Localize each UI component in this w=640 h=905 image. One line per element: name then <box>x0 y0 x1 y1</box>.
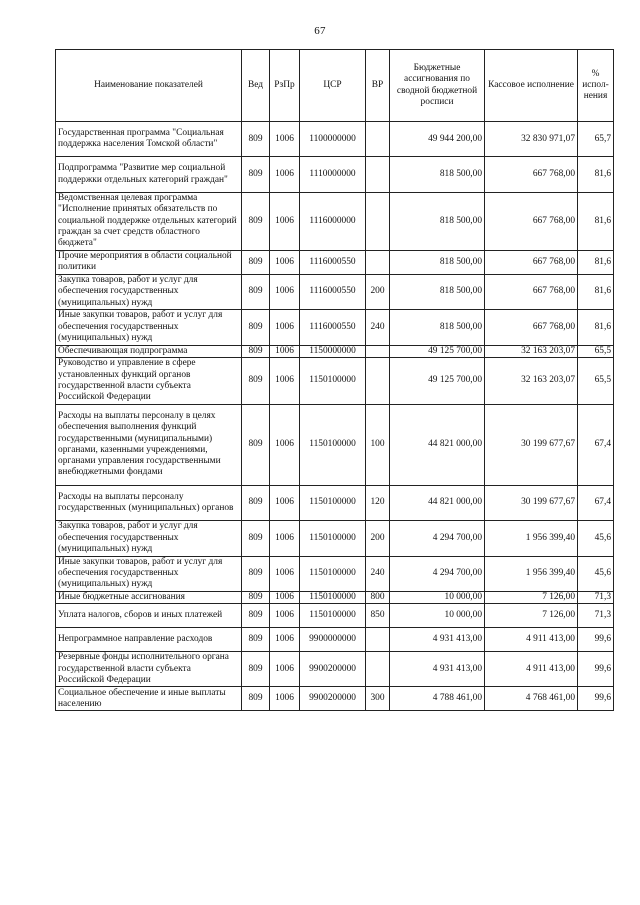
cell-ved: 809 <box>242 591 270 603</box>
cell-rzpr: 1006 <box>270 345 300 357</box>
cell-ved: 809 <box>242 157 270 192</box>
cell-cash: 32 163 203,07 <box>485 345 578 357</box>
cell-name: Уплата налогов, сборов и иных платежей <box>56 604 242 628</box>
cell-budget: 4 931 413,00 <box>390 628 485 652</box>
cell-name: Иные закупки товаров, работ и услуг для обеспечения государственных (муниципальных) нужд <box>56 556 242 591</box>
cell-vr: 200 <box>366 521 390 556</box>
cell-rzpr: 1006 <box>270 310 300 345</box>
cell-name: Резервные фонды исполнительного органа государственной власти субъекта Российской Федерации <box>56 652 242 687</box>
cell-budget: 818 500,00 <box>390 310 485 345</box>
cell-rzpr: 1006 <box>270 157 300 192</box>
cell-ved: 809 <box>242 345 270 357</box>
cell-budget: 4 788 461,00 <box>390 687 485 711</box>
cell-percent: 45,6 <box>578 556 614 591</box>
cell-budget: 818 500,00 <box>390 157 485 192</box>
cell-budget: 4 294 700,00 <box>390 521 485 556</box>
cell-rzpr: 1006 <box>270 556 300 591</box>
cell-csr: 1100000000 <box>300 122 366 157</box>
cell-budget: 49 125 700,00 <box>390 345 485 357</box>
cell-rzpr: 1006 <box>270 521 300 556</box>
cell-budget: 10 000,00 <box>390 604 485 628</box>
cell-ved: 809 <box>242 556 270 591</box>
cell-rzpr: 1006 <box>270 485 300 520</box>
cell-rzpr: 1006 <box>270 687 300 711</box>
cell-budget: 10 000,00 <box>390 591 485 603</box>
cell-vr: 240 <box>366 556 390 591</box>
cell-vr: 120 <box>366 485 390 520</box>
cell-cash: 30 199 677,67 <box>485 485 578 520</box>
header-csr: ЦСР <box>300 50 366 122</box>
cell-csr: 1150100000 <box>300 591 366 603</box>
cell-name: Социальное обеспечение и иные выплаты населению <box>56 687 242 711</box>
cell-percent: 81,6 <box>578 274 614 309</box>
table-row <box>56 345 614 357</box>
cell-cash: 7 126,00 <box>485 604 578 628</box>
cell-cash: 4 911 413,00 <box>485 652 578 687</box>
cell-cash: 32 163 203,07 <box>485 357 578 404</box>
cell-ved: 809 <box>242 521 270 556</box>
cell-ved: 809 <box>242 357 270 404</box>
cell-rzpr: 1006 <box>270 604 300 628</box>
cell-ved: 809 <box>242 628 270 652</box>
cell-budget: 49 944 200,00 <box>390 122 485 157</box>
cell-ved: 809 <box>242 652 270 687</box>
header-budget: Бюджетные ассигнования по сводной бюджетной росписи <box>390 50 485 122</box>
table-row <box>56 652 614 687</box>
cell-vr: 300 <box>366 687 390 711</box>
cell-rzpr: 1006 <box>270 357 300 404</box>
cell-cash: 667 768,00 <box>485 250 578 274</box>
cell-budget: 818 500,00 <box>390 192 485 250</box>
cell-rzpr: 1006 <box>270 591 300 603</box>
cell-cash: 667 768,00 <box>485 157 578 192</box>
cell-cash: 1 956 399,40 <box>485 556 578 591</box>
table-row <box>56 521 614 556</box>
page-number: 67 <box>314 25 326 37</box>
cell-csr: 1150100000 <box>300 404 366 485</box>
cell-name: Государственная программа "Социальная поддержка населения Томской области" <box>56 122 242 157</box>
header-vr: ВР <box>366 50 390 122</box>
cell-rzpr: 1006 <box>270 652 300 687</box>
cell-csr: 1116000550 <box>300 274 366 309</box>
table-row <box>56 157 614 192</box>
cell-csr: 1150100000 <box>300 485 366 520</box>
cell-vr <box>366 357 390 404</box>
cell-percent: 99,6 <box>578 628 614 652</box>
header-ved: Вед <box>242 50 270 122</box>
cell-rzpr: 1006 <box>270 274 300 309</box>
table-row <box>56 591 614 603</box>
cell-csr: 1150100000 <box>300 604 366 628</box>
table-row <box>56 485 614 520</box>
cell-name: Подпрограмма "Развитие мер социальной поддержки отдельных категорий граждан" <box>56 157 242 192</box>
cell-percent: 81,6 <box>578 310 614 345</box>
table-body <box>56 122 614 711</box>
cell-name: Иные закупки товаров, работ и услуг для обеспечения государственных (муниципальных) нужд <box>56 310 242 345</box>
cell-percent: 65,5 <box>578 357 614 404</box>
cell-percent: 81,6 <box>578 157 614 192</box>
cell-name: Обеспечивающая подпрограмма <box>56 345 242 357</box>
cell-percent: 71,3 <box>578 591 614 603</box>
cell-name: Иные бюджетные ассигнования <box>56 591 242 603</box>
cell-ved: 809 <box>242 687 270 711</box>
cell-ved: 809 <box>242 485 270 520</box>
cell-rzpr: 1006 <box>270 628 300 652</box>
cell-csr: 1150000000 <box>300 345 366 357</box>
cell-percent: 65,7 <box>578 122 614 157</box>
cell-csr: 1110000000 <box>300 157 366 192</box>
cell-cash: 667 768,00 <box>485 310 578 345</box>
table-row <box>56 122 614 157</box>
header-cash: Кассовое исполнение <box>485 50 578 122</box>
cell-percent: 81,6 <box>578 250 614 274</box>
cell-cash: 667 768,00 <box>485 192 578 250</box>
table-row <box>56 556 614 591</box>
cell-vr: 850 <box>366 604 390 628</box>
cell-cash: 4 768 461,00 <box>485 687 578 711</box>
cell-name: Закупка товаров, работ и услуг для обеспечения государственных (муниципальных) нужд <box>56 521 242 556</box>
cell-vr: 100 <box>366 404 390 485</box>
cell-cash: 667 768,00 <box>485 274 578 309</box>
cell-name: Закупка товаров, работ и услуг для обеспечения государственных (муниципальных) нужд <box>56 274 242 309</box>
header-percent: % испол-нения <box>578 50 614 122</box>
table-header-row <box>56 50 614 122</box>
cell-budget: 818 500,00 <box>390 250 485 274</box>
cell-vr: 200 <box>366 274 390 309</box>
cell-csr: 9900200000 <box>300 687 366 711</box>
table-row <box>56 310 614 345</box>
cell-name: Расходы на выплаты персоналу в целях обеспечения выполнения функций государственными (муниципальными) органами, казенными учреждениями, органами управления государственными внебюджетными фондами <box>56 404 242 485</box>
cell-budget: 4 294 700,00 <box>390 556 485 591</box>
cell-vr: 800 <box>366 591 390 603</box>
cell-vr <box>366 345 390 357</box>
cell-vr <box>366 192 390 250</box>
cell-cash: 32 830 971,07 <box>485 122 578 157</box>
header-rzpr: РзПр <box>270 50 300 122</box>
table-row <box>56 274 614 309</box>
cell-cash: 1 956 399,40 <box>485 521 578 556</box>
cell-percent: 45,6 <box>578 521 614 556</box>
cell-vr: 240 <box>366 310 390 345</box>
cell-vr <box>366 122 390 157</box>
table-row <box>56 192 614 250</box>
cell-ved: 809 <box>242 310 270 345</box>
cell-vr <box>366 652 390 687</box>
cell-ved: 809 <box>242 604 270 628</box>
cell-name: Руководство и управление в сфере установленных функций органов государственной власти субъекта Российской Федерации <box>56 357 242 404</box>
cell-rzpr: 1006 <box>270 122 300 157</box>
cell-csr: 1116000550 <box>300 310 366 345</box>
cell-budget: 818 500,00 <box>390 274 485 309</box>
cell-budget: 49 125 700,00 <box>390 357 485 404</box>
cell-name: Непрограммное направление расходов <box>56 628 242 652</box>
cell-csr: 1116000550 <box>300 250 366 274</box>
cell-name: Ведомственная целевая программа "Исполнение принятых обязательств по социальной поддержке отдельных категорий граждан за счет средств областного бюджета" <box>56 192 242 250</box>
cell-name: Прочие мероприятия в области социальной политики <box>56 250 242 274</box>
budget-execution-table <box>55 49 614 711</box>
cell-percent: 67,4 <box>578 404 614 485</box>
cell-cash: 30 199 677,67 <box>485 404 578 485</box>
cell-percent: 99,6 <box>578 687 614 711</box>
cell-budget: 44 821 000,00 <box>390 485 485 520</box>
cell-cash: 4 911 413,00 <box>485 628 578 652</box>
cell-vr <box>366 250 390 274</box>
cell-csr: 1150100000 <box>300 357 366 404</box>
cell-csr: 1116000000 <box>300 192 366 250</box>
table-row <box>56 628 614 652</box>
cell-percent: 81,6 <box>578 192 614 250</box>
cell-percent: 71,3 <box>578 604 614 628</box>
table-row <box>56 604 614 628</box>
cell-ved: 809 <box>242 404 270 485</box>
cell-rzpr: 1006 <box>270 192 300 250</box>
cell-percent: 99,6 <box>578 652 614 687</box>
cell-budget: 44 821 000,00 <box>390 404 485 485</box>
cell-vr <box>366 157 390 192</box>
cell-ved: 809 <box>242 274 270 309</box>
cell-rzpr: 1006 <box>270 250 300 274</box>
cell-percent: 67,4 <box>578 485 614 520</box>
cell-vr <box>366 628 390 652</box>
cell-cash: 7 126,00 <box>485 591 578 603</box>
cell-csr: 9900200000 <box>300 652 366 687</box>
cell-csr: 1150100000 <box>300 521 366 556</box>
cell-percent: 65,5 <box>578 345 614 357</box>
cell-csr: 9900000000 <box>300 628 366 652</box>
cell-rzpr: 1006 <box>270 404 300 485</box>
table-row <box>56 250 614 274</box>
cell-name: Расходы на выплаты персоналу государственных (муниципальных) органов <box>56 485 242 520</box>
cell-budget: 4 931 413,00 <box>390 652 485 687</box>
cell-csr: 1150100000 <box>300 556 366 591</box>
cell-ved: 809 <box>242 192 270 250</box>
cell-ved: 809 <box>242 122 270 157</box>
table-row <box>56 687 614 711</box>
table-row <box>56 357 614 404</box>
cell-ved: 809 <box>242 250 270 274</box>
header-name: Наименование показателей <box>56 50 242 122</box>
table-row <box>56 404 614 485</box>
